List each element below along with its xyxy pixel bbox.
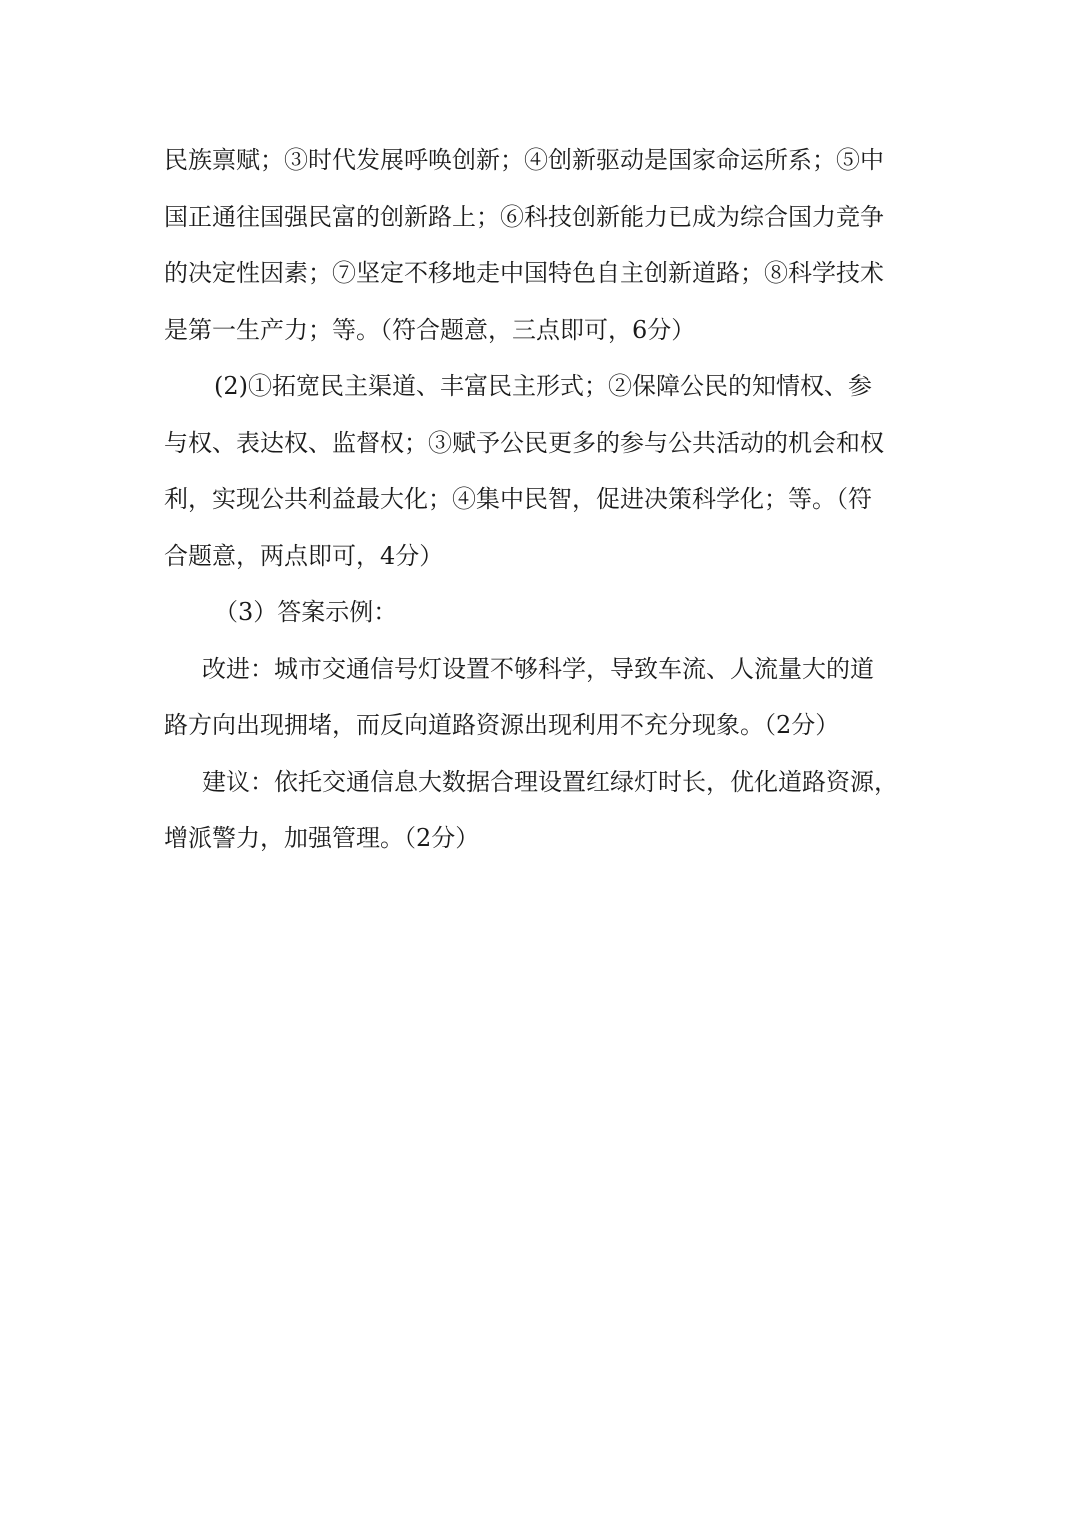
answer-part-1 — [164, 132, 916, 358]
paragraph-line: 民族禀赋；③时代发展呼唤创新；④创新驱动是国家命运所系；⑤中 — [164, 146, 884, 174]
paragraph-line: 与权、表达权、监督权；③赋予公民更多的参与公共活动的机会和权 — [164, 428, 884, 457]
suggestion-line: 增派警力，加强管理。（2分） — [164, 824, 480, 852]
improvement-line: 路方向出现拥堵，而反向道路资源出现利用不充分现象。（2分） — [164, 711, 840, 739]
suggestion-line: 建议：依托交通信息大数据合理设置红绿灯时长，优化道路资源， — [202, 767, 898, 796]
answer-part-2 — [164, 358, 916, 584]
improvement-line: 改进：城市交通信号灯设置不够科学，导致车流、人流量大的道 — [202, 654, 874, 683]
paragraph-line: 合题意，两点即可，4分） — [164, 541, 444, 570]
paragraph-line: 是第一生产力；等。（符合题意，三点即可，6分） — [164, 315, 696, 344]
paragraph-line: 利，实现公共利益最大化；④集中民智，促进决策科学化；等。（符 — [164, 485, 872, 513]
answer-content — [164, 132, 916, 867]
section-heading: （3）答案示例： — [214, 598, 398, 626]
answer-part-3 — [164, 584, 916, 867]
paragraph-line: (2)①拓宽民主渠道、丰富民主形式；②保障公民的知情权、参 — [214, 372, 872, 400]
paragraph-line: 国正通往国强民富的创新路上；⑥科技创新能力已成为综合国力竞争 — [164, 202, 884, 231]
paragraph-line: 的决定性因素；⑦坚定不移地走中国特色自主创新道路；⑧科学技术 — [164, 259, 884, 287]
